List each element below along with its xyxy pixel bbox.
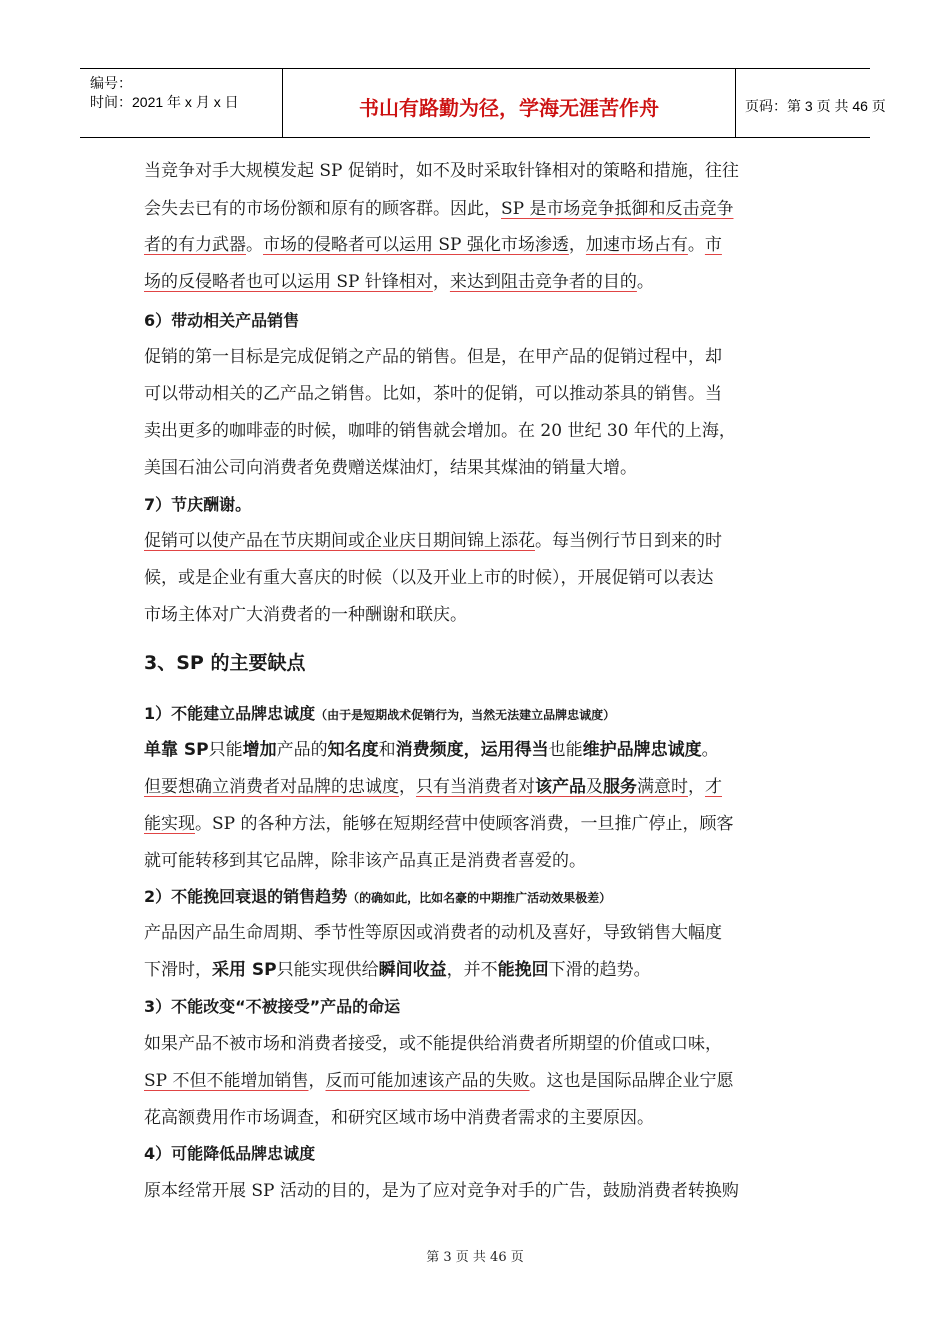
body-line: 候，或是企业有重大喜庆的时候（以及开业上市的时候），开展促销可以表达 [144,568,714,588]
header-table [80,68,886,138]
page-info: 页码：第 3 页 共 46 页 [745,98,886,114]
text-run: 也能 [548,740,583,760]
highlighted-text: SP 不但不能增加销售 [144,1071,309,1091]
bold-text: 增加 [242,740,277,760]
text-run: 。 [701,740,719,760]
text-run: 。每当例行节日到来的时 [535,531,722,551]
text-run: 只有当消费者对 [416,777,535,797]
body-line: 如果产品不被市场和消费者接受，或不能提供给消费者所期望的价值或口味， [144,1034,722,1054]
text-run: ， [399,777,416,797]
body-line [144,233,722,257]
subheading: 7）节庆酬谢。 [144,495,252,514]
highlighted-text: 但要想确立消费者对品牌的忠诚度 [144,777,399,797]
time-label: 时间：2021 年 x 月 x 日 [90,94,239,110]
subheading [144,885,611,910]
body-line [144,529,722,553]
bold-text: 该产品 [535,777,586,797]
section-heading: 3、SP 的主要缺点 [144,652,306,674]
highlighted-text: 加速市场占有 [585,235,688,255]
bold-text: 维护品牌忠诚度 [582,740,702,760]
header-motto-cell [283,69,736,137]
body-line: 促销的第一目标是完成促销之产品的销售。但是，在甲产品的促销过程中，却 [144,347,722,367]
header-page-cell [736,69,886,137]
body-line: 产品因产品生命周期、季节性等原因或消费者的动机及喜好，导致销售大幅度 [144,923,722,943]
body-line: 当竞争对手大规模发起 SP 促销时，如不及时采取针锋相对的策略和措施，往往 [144,161,739,181]
highlighted-text: 反而可能加速该产品的失败 [325,1071,530,1091]
bold-text: 消费频度，运用得当 [395,740,549,760]
text-run: 及 [586,777,603,797]
body-line [144,1069,734,1093]
bold-text: 采用 SP [212,960,277,980]
subheading: 3）不能改变“不被接受”产品的命运 [144,997,401,1016]
body-line: 花高额费用作市场调查，和研究区域市场中消费者需求的主要原因。 [144,1108,654,1128]
text-run: 满意时 [637,777,688,797]
text-run: ，并不 [446,960,498,980]
subheading-title: 2）不能挽回衰退的销售趋势 [144,887,348,906]
highlighted-text: 促销可以使产品在节庆期间或企业庆日期间锦上添花 [144,531,535,551]
number-label: 编号： [90,75,132,91]
text-run: ， [688,777,705,797]
text-run: 和 [378,740,396,760]
text-run: ， [308,1071,326,1091]
body-line: 原本经常开展 SP 活动的目的，是为了应对竞争对手的广告，鼓励消费者转换购 [144,1181,739,1201]
subheading-note: （由于是短期战术促销行为，当然无法建立品牌忠诚度） [315,708,616,722]
highlighted-text: 能实现 [144,814,195,834]
highlighted-text: 场的反侵略者也可以运用 SP 针锋相对 [144,272,433,292]
text-run: ， [432,272,450,292]
bold-text: 能挽回 [497,960,549,980]
page-footer: 第 3 页 共 46 页 [426,1250,524,1265]
text-run: 。 [246,235,263,255]
highlighted-text: 者的有力武器 [144,235,246,255]
highlighted-text: 市场的侵略者可以运用 SP 强化市场渗透 [263,235,569,255]
body-line: 美国石油公司向消费者免费赠送煤油灯，结果其煤油的销量大增。 [144,458,637,478]
text-run: 。 [636,272,654,292]
bold-text: 单靠 SP [144,740,209,760]
body-line [144,197,734,221]
bold-text: 知名度 [327,740,379,760]
body-line [144,812,734,836]
bold-text: 服务 [603,777,637,797]
text-run: 产品的 [276,740,328,760]
text-run: 。 [687,235,705,255]
highlighted-text: 来达到阻击竞争者的目的 [449,272,637,292]
text-run: 会失去已有的市场份额和原有的顾客群。因此， [144,199,501,219]
text-run: 。这也是国际品牌企业宁愿 [529,1071,734,1091]
body-line: 可以带动相关的乙产品之销售。比如，茶叶的促销，可以推动茶具的销售。当 [144,384,722,404]
text-run: 下滑时， [144,960,212,980]
subheading: 4）可能降低品牌忠诚度 [144,1144,316,1163]
text-run: 下滑的趋势。 [548,960,651,980]
body-line [144,958,651,982]
bold-text: 瞬间收益 [378,960,447,980]
body-line [144,775,722,799]
highlighted-text [416,777,688,797]
body-line: 市场主体对广大消费者的一种酬谢和联庆。 [144,605,467,625]
highlighted-text: 市 [704,235,722,255]
text-run: ， [568,235,586,255]
subheading: 6）带动相关产品销售 [144,311,300,330]
highlighted-text: 才 [705,777,722,797]
text-run: 只能实现供给 [276,960,379,980]
text-run: 只能 [208,740,243,760]
header-meta-cell [80,69,283,137]
highlighted-text: SP 是市场竞争抵御和反击竞争 [501,199,734,219]
body-line: 卖出更多的咖啡壶的时候，咖啡的销售就会增加。在 20 世纪 30 年代的上海， [144,421,736,441]
text-run: 。SP 的各种方法，能够在短期经营中使顾客消费，一旦推广停止，顾客 [195,814,734,834]
motto: 书山有路勤为径，学海无涯苦作舟 [359,96,659,120]
subheading-title: 1）不能建立品牌忠诚度 [144,704,316,723]
body-line [144,270,654,294]
subheading [144,702,615,727]
body-line [144,738,719,762]
subheading-note: （的确如此，比如名豪的中期推广活动效果极差） [347,891,612,905]
body-line: 就可能转移到其它品牌，除非该产品真正是消费者喜爱的。 [144,851,586,871]
